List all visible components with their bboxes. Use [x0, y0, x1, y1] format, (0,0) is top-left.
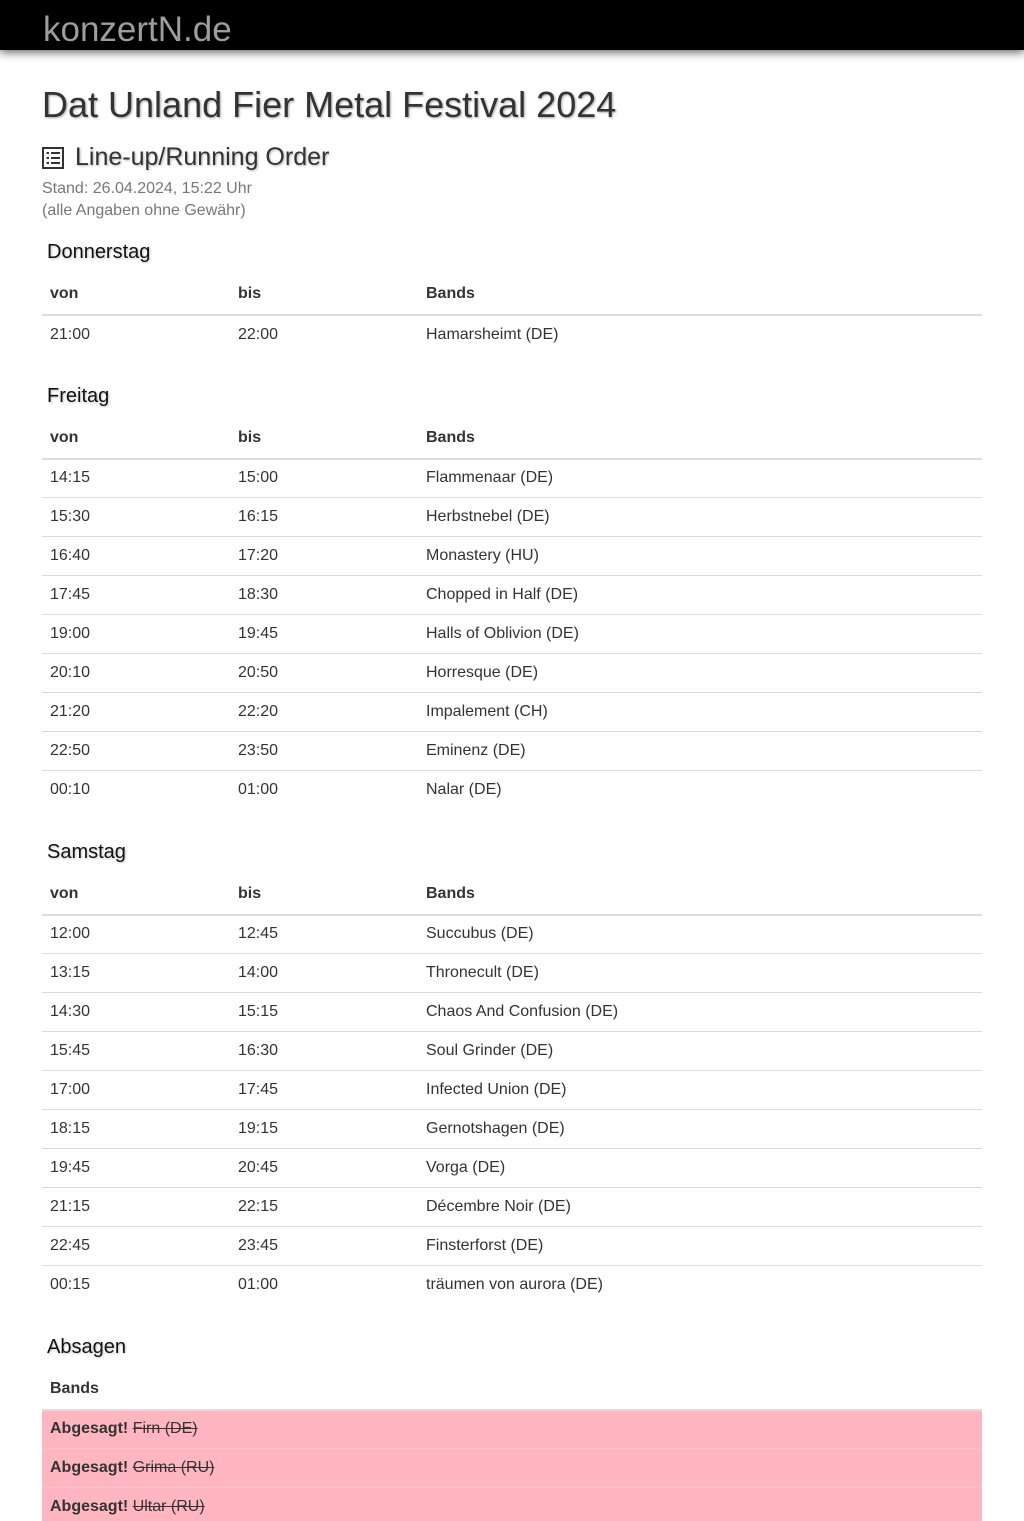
day-heading: Freitag: [47, 385, 110, 407]
schedule-table: [42, 417, 982, 809]
slot-start-time: 22:45: [42, 1226, 230, 1265]
band-name: Vorga (DE): [418, 1148, 982, 1187]
band-name: Hamarsheimt (DE): [426, 325, 559, 343]
band-name: Décembre Noir (DE): [418, 1187, 982, 1226]
slot-end-time: 18:30: [230, 575, 418, 614]
slot-start-time: 14:30: [42, 992, 230, 1031]
table-header-row: [42, 1368, 982, 1410]
table-row: [42, 1187, 982, 1226]
slot-start-time: 00:15: [42, 1265, 230, 1304]
band-name: träumen von aurora (DE): [418, 1265, 982, 1304]
column-header-to: bis: [230, 873, 418, 915]
table-row: [42, 692, 982, 731]
slot-start-time: 20:10: [42, 653, 230, 692]
band-name: Gernotshagen (DE): [418, 1109, 982, 1148]
table-row: [42, 1265, 982, 1304]
table-row: [42, 770, 982, 809]
cancelled-badge: Abgesagt!: [50, 1458, 129, 1476]
slot-start-time: 17:00: [42, 1070, 230, 1109]
slot-start-time: 14:15: [50, 469, 91, 487]
table-row: [42, 731, 982, 770]
table-header-row: [42, 873, 982, 915]
band-name: Eminenz (DE): [418, 731, 982, 770]
band-name: Infected Union (DE): [418, 1070, 982, 1109]
list-icon: [42, 146, 64, 168]
table-row: [42, 497, 982, 536]
slot-end-time: 20:45: [230, 1148, 418, 1187]
slot-start-time: 19:00: [42, 614, 230, 653]
table-row: [42, 575, 982, 614]
slot-end-time: 23:45: [230, 1226, 418, 1265]
band-name: Chaos And Confusion (DE): [418, 992, 982, 1031]
slot-end-time: 16:15: [230, 497, 418, 536]
band-name: Flammenaar (DE): [426, 469, 554, 487]
slot-start-time: 21:15: [42, 1187, 230, 1226]
day-heading: Samstag: [47, 841, 126, 863]
slot-end-time: 14:00: [230, 953, 418, 992]
table-row: [42, 653, 982, 692]
column-header-to: bis: [230, 273, 418, 315]
column-header-bands: Bands: [418, 273, 982, 315]
table-row: [42, 915, 982, 953]
slot-end-time: 15:15: [230, 992, 418, 1031]
cancellations-table: [42, 1368, 982, 1521]
slot-start-time: 22:50: [42, 731, 230, 770]
column-header-bands: Bands: [42, 1368, 982, 1410]
page-title: Dat Unland Fier Metal Festival 2024: [42, 84, 617, 125]
slot-end-time: 17:45: [230, 1070, 418, 1109]
cancelled-row: [42, 1410, 982, 1448]
table-row: [42, 1148, 982, 1187]
slot-start-time: 13:15: [42, 953, 230, 992]
column-header-bands: Bands: [418, 873, 982, 915]
cancelled-band-name: Firn (DE): [132, 1420, 198, 1438]
cancelled-cell: [42, 1410, 982, 1448]
band-name: Finsterforst (DE): [418, 1226, 982, 1265]
cancelled-cell: [42, 1448, 982, 1487]
day-heading: Donnerstag: [47, 241, 151, 263]
slot-start-time: 21:00: [50, 325, 91, 343]
slot-end-time: 19:45: [230, 614, 418, 653]
table-header-row: [42, 273, 982, 315]
band-name: Monastery (HU): [418, 536, 982, 575]
slot-start-time: 21:20: [42, 692, 230, 731]
table-row: [42, 459, 982, 497]
cancelled-row: [42, 1448, 982, 1487]
band-name: Horresque (DE): [418, 653, 982, 692]
table-row: [42, 536, 982, 575]
navbar: [0, 0, 1024, 50]
table-row: [42, 1031, 982, 1070]
cancelled-row: [42, 1487, 982, 1521]
table-row: [42, 992, 982, 1031]
column-header-from: von: [42, 873, 230, 915]
schedule-table: [42, 873, 982, 1304]
slot-start-time: 16:40: [42, 536, 230, 575]
slot-start-time: 12:00: [50, 925, 91, 943]
slot-end-time: 20:50: [230, 653, 418, 692]
table-row: [42, 614, 982, 653]
table-row: [42, 1109, 982, 1148]
cancellations-heading: Absagen: [47, 1336, 126, 1358]
cancelled-badge: Abgesagt!: [50, 1497, 129, 1515]
band-name: Succubus (DE): [426, 925, 534, 943]
slot-start-time: 18:15: [42, 1109, 230, 1148]
slot-end-time: 01:00: [230, 1265, 418, 1304]
slot-end-time: 17:20: [230, 536, 418, 575]
cancelled-badge: Abgesagt!: [50, 1420, 129, 1438]
section-title: [42, 142, 982, 172]
brand-link[interactable]: konzertN.de: [43, 10, 232, 49]
slot-start-time: 15:30: [42, 497, 230, 536]
table-row: [42, 315, 982, 353]
slot-end-time: 23:50: [230, 731, 418, 770]
slot-end-time: 16:30: [230, 1031, 418, 1070]
slot-end-time: 22:15: [230, 1187, 418, 1226]
table-row: [42, 1226, 982, 1265]
main-content: [42, 84, 982, 1521]
slot-start-time: 00:10: [42, 770, 230, 809]
slot-start-time: 15:45: [42, 1031, 230, 1070]
band-name: Herbstnebel (DE): [418, 497, 982, 536]
cancelled-band-name: Grima (RU): [132, 1458, 215, 1476]
slot-end-time: 15:00: [238, 469, 279, 487]
slot-end-time: 12:45: [238, 925, 279, 943]
slot-end-time: 22:00: [238, 325, 279, 343]
column-header-to: bis: [230, 417, 418, 459]
table-row: [42, 953, 982, 992]
slot-end-time: 01:00: [230, 770, 418, 809]
slot-start-time: 17:45: [42, 575, 230, 614]
column-header-from: von: [42, 417, 230, 459]
band-name: Nalar (DE): [418, 770, 982, 809]
running-order: [42, 239, 982, 1304]
schedule-table: [42, 273, 982, 353]
stand-info: Stand: 26.04.2024, 15:22 Uhr: [42, 180, 252, 197]
table-header-row: [42, 417, 982, 459]
table-row: [42, 1070, 982, 1109]
slot-end-time: 22:20: [230, 692, 418, 731]
column-header-bands: Bands: [418, 417, 982, 459]
band-name: Halls of Oblivion (DE): [418, 614, 982, 653]
slot-end-time: 19:15: [230, 1109, 418, 1148]
band-name: Impalement (CH): [418, 692, 982, 731]
section-title-text: Line-up/Running Order: [75, 143, 330, 171]
slot-start-time: 19:45: [42, 1148, 230, 1187]
band-name: Chopped in Half (DE): [418, 575, 982, 614]
band-name: Thronecult (DE): [418, 953, 982, 992]
cancelled-cell: [42, 1487, 982, 1521]
band-name: Soul Grinder (DE): [418, 1031, 982, 1070]
cancellations-body: [42, 1410, 982, 1521]
column-header-from: von: [42, 273, 230, 315]
cancelled-band-name: Ultar (RU): [132, 1497, 205, 1515]
disclaimer: (alle Angaben ohne Gewähr): [42, 202, 246, 219]
